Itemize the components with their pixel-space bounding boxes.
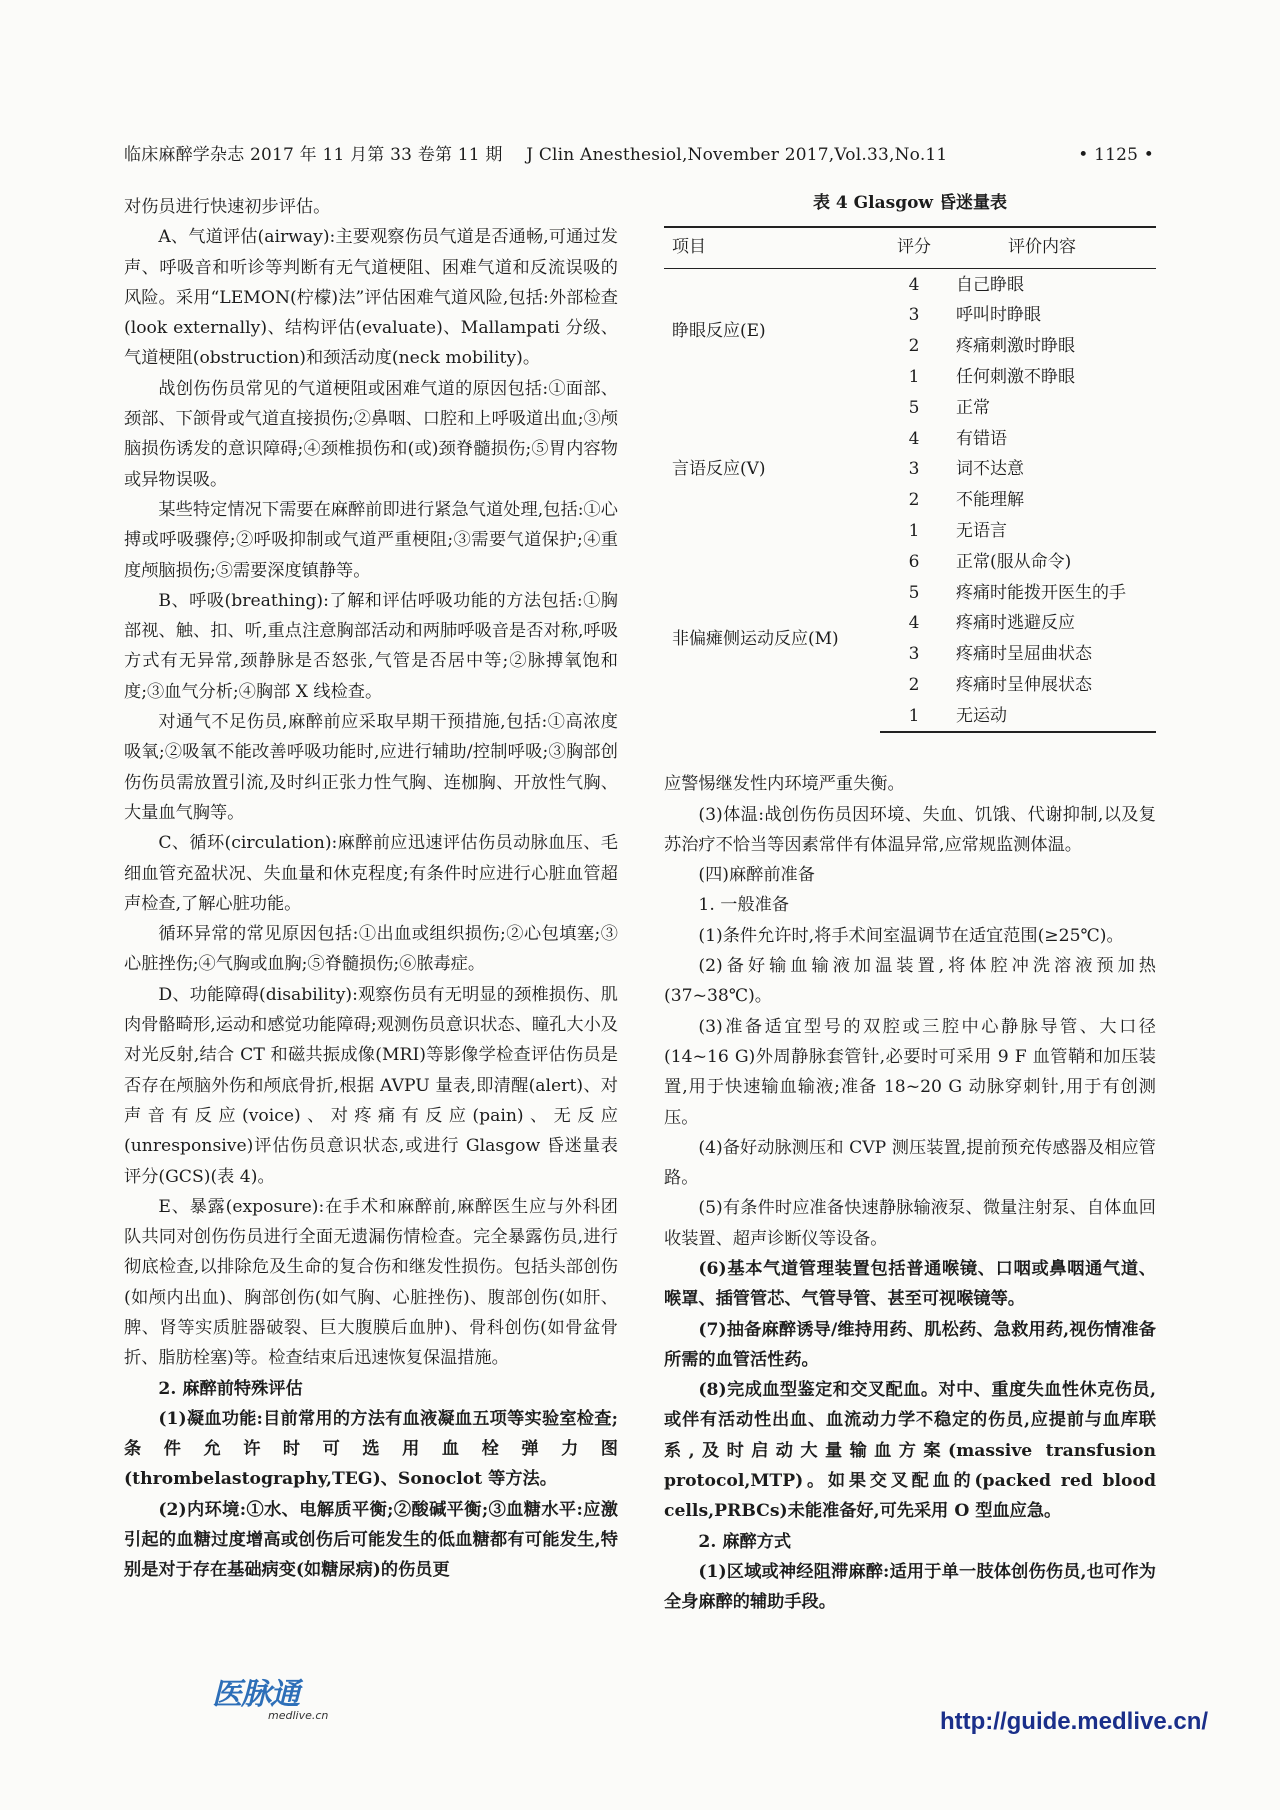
table-category-cell: 言语反应(V) [672, 459, 766, 480]
paragraph: (8)完成血型鉴定和交叉配血。对中、重度失血性休克伤员,或伴有活动性出血、血流动力学不稳定的伤员,应提前与血库联系,及时启动大量输血方案(massive transfusion protocol,MTP)。如果交叉配血的(packed red blood cells,PRBCs)未能准备好,可先采用 O 型血应急。 [664, 1380, 1156, 1522]
paragraph: (1)区域或神经阻滞麻醉:适用于单一肢体创伤伤员,也可作为全身麻醉的辅助手段。 [664, 1561, 1156, 1613]
table-score-cell: 4 [908, 613, 920, 634]
table-description-cell: 任何刺激不睁眼 [956, 366, 1075, 387]
header-evaluation: 评价内容 [948, 227, 1156, 269]
paragraph-disability: D、功能障碍(disability):观察伤员有无明显的颈椎损伤、肌肉骨骼畸形,运动和感觉功能障碍;观测伤员意识状态、瞳孔大小及对光反射,结合 CT 和磁共振成像(MRI)等影像学检查评估伤员是否存在颅脑外伤和颅底骨折,根据 AVPU 量表,即清醒(alert)、对声音有反应(voice)、对疼痛有反应(pain)、无反应(unresponsive)评估伤员意识状态,或进行 Glasgow 昏迷量表评分(GCS)(表 4)。 [124, 984, 618, 1187]
table-description-cell: 正常 [956, 397, 990, 418]
table-caption: 表 4 Glasgow 昏迷量表 [812, 193, 1007, 213]
table-score-cell: 5 [908, 582, 920, 603]
paragraph: 对通气不足伤员,麻醉前应采取早期干预措施,包括:①高浓度吸氧;②吸氧不能改善呼吸功能时,应进行辅助/控制呼吸;③胸部创伤伤员需放置引流,及时纠正张力性气胸、连枷胸、开放性气胸、大量血气胸等。 [124, 712, 618, 823]
right-column [664, 192, 1156, 1618]
table-description-cell: 无语言 [956, 520, 1007, 541]
subsection-heading: 2. 麻醉方式 [698, 1531, 792, 1552]
table-score-cell: 4 [908, 274, 920, 295]
table-category-cell: 睁眼反应(E) [672, 320, 766, 341]
table-description-cell: 疼痛时呈屈曲状态 [956, 644, 1092, 665]
header-score: 评分 [880, 227, 948, 269]
table-score-cell: 1 [908, 366, 920, 387]
table-description-cell: 有错语 [956, 428, 1007, 449]
paragraph: (6)基本气道管理装置包括普通喉镜、口咽或鼻咽通气道、喉罩、插管管芯、气管导管、甚至可视喉镜等。 [664, 1259, 1156, 1310]
logo-text: 医脉通 [212, 1677, 299, 1712]
paragraph: (2)备好输血输液加温装置,将体腔冲洗溶液预加热(37~38℃)。 [664, 956, 1156, 1007]
table-description-cell: 疼痛刺激时睁眼 [956, 336, 1075, 357]
table-description-cell: 不能理解 [956, 490, 1024, 511]
paragraph: (1)条件允许时,将手术间室温调节在适宜范围(≥25℃)。 [698, 925, 1124, 946]
paragraph: (3)准备适宜型号的双腔或三腔中心静脉导管、大口径(14~16 G)外周静脉套管针,必要时可采用 9 F 血管鞘和加压装置,用于快速输血输液;准备 18~20 G 动脉穿刺针,用于有创测压。 [664, 1016, 1156, 1128]
running-header [124, 140, 1154, 165]
table-row [664, 269, 1156, 300]
paragraph-airway: A、气道评估(airway):主要观察伤员气道是否通畅,可通过发声、呼吸音和听诊等判断有无气道梗阻、困难气道和反流误吸的风险。采用“LEMON(柠檬)法”评估困难气道风险,包括:外部检查(look externally)、结构评估(evaluate)、Mallampati 分级、气道梗阻(obstruction)和颈活动度(neck mobility)。 [124, 227, 618, 369]
table-score-cell: 2 [908, 490, 920, 511]
table-description-cell: 无运动 [948, 700, 1156, 732]
table-body [664, 269, 1156, 732]
table-description-cell: 疼痛时能拨开医生的手 [956, 582, 1126, 603]
table-category-cell: 非偏瘫侧运动反应(M) [672, 629, 839, 650]
paragraph: 战创伤伤员常见的气道梗阻或困难气道的原因包括:①面部、颈部、下颌骨或气道直接损伤;②鼻咽、口腔和上呼吸道出血;③颅脑损伤诱发的意识障碍;④颈椎损伤和(或)颈脊髓损伤;⑤胃内容物或异物误吸。 [124, 378, 618, 490]
table-row [664, 546, 1156, 577]
table-score-cell: 4 [908, 428, 920, 449]
table-score-cell: 3 [908, 305, 920, 326]
table-description-cell: 呼叫时睁眼 [956, 305, 1041, 326]
paragraph: (2)内环境:①水、电解质平衡;②酸碱平衡;③血糖水平:应激引起的血糖过度增高或创伤后可能发生的低血糖都有可能发生,特别是对于存在基础病变(如糖尿病)的伤员更 [124, 1499, 618, 1581]
table-score-cell: 2 [908, 336, 920, 357]
journal-en: J Clin Anesthesiol,November 2017,Vol.33,No.11 [526, 145, 948, 165]
page-number: • 1125 • [1078, 145, 1154, 165]
table-score-cell: 1 [880, 700, 948, 732]
watermark-url[interactable]: http://guide.medlive.cn/ [940, 1708, 1209, 1735]
table-score-cell: 3 [908, 644, 920, 665]
table-score-cell: 1 [908, 520, 920, 541]
paragraph: 应警惕继发性内环境严重失衡。 [664, 774, 905, 795]
table-description-cell: 疼痛时呈伸展状态 [956, 674, 1092, 695]
paragraph: (5)有条件时应准备快速静脉输液泵、微量注射泵、自体血回收装置、超声诊断仪等设备。 [664, 1198, 1156, 1249]
paragraph-circulation: C、循环(circulation):麻醉前应迅速评估伤员动脉血压、毛细血管充盈状况、失血量和休克程度;有条件时应进行心脏血管超声检查,了解心脏功能。 [124, 833, 618, 914]
table-description-cell: 疼痛时逃避反应 [956, 613, 1075, 634]
journal-info [124, 140, 965, 165]
table-header-row [664, 227, 1156, 269]
paragraph-temperature: (3)体温:战创伤伤员因环境、失血、饥饿、代谢抑制,以及复苏治疗不恰当等因素常伴有体温异常,应常规监测体温。 [664, 804, 1156, 855]
journal-cn: 临床麻醉学杂志 2017 年 11 月第 33 卷第 11 期 [124, 145, 503, 165]
paragraph: (7)抽备麻醉诱导/维持用药、肌松药、急救用药,视伤情准备所需的血管活性药。 [664, 1319, 1156, 1370]
table-score-cell: 3 [908, 459, 920, 480]
logo-subtext: medlive.cn [268, 1709, 329, 1722]
paragraph: (1)凝血功能:目前常用的方法有血液凝血五项等实验室检查;条件允许时可选用血栓弹力图(thrombelastography,TEG)、Sonoclot 等方法。 [124, 1408, 618, 1490]
table-description-cell: 正常(服从命令) [956, 551, 1072, 572]
table-score-cell: 6 [908, 551, 920, 572]
glasgow-coma-table [664, 226, 1156, 733]
medlive-logo [212, 1677, 342, 1726]
paragraph: 对伤员进行快速初步评估。 [124, 197, 331, 217]
paragraph: 某些特定情况下需要在麻醉前即进行紧急气道处理,包括:①心搏或呼吸骤停;②呼吸抑制或气道严重梗阻;③需要气道保护;④重度颅脑损伤;⑤需要深度镇静等。 [124, 499, 618, 581]
paragraph: 循环异常的常见原因包括:①出血或组织损伤;②心包填塞;③心脏挫伤;④气胸或血胸;⑤脊髓损伤;⑥脓毒症。 [124, 924, 618, 975]
section-heading: 2. 麻醉前特殊评估 [158, 1378, 303, 1399]
paragraph-exposure: E、暴露(exposure):在手术和麻醉前,麻醉医生应与外科团队共同对创伤伤员进行全面无遗漏伤情检查。完全暴露伤员,进行彻底检查,以排除危及生命的复合伤和继发性损伤。包括头部创伤(如颅内出血)、胸部创伤(如气胸、心脏挫伤)、腹部创伤(如肝、脾、肾等实质脏器破裂、巨大腹膜后血肿)、骨科创伤(如骨盆骨折、脂肪栓塞)等。检查结束后迅速恢复保温措施。 [124, 1196, 618, 1369]
table-description-cell: 自己睁眼 [956, 274, 1024, 295]
table-score-cell: 5 [908, 397, 920, 418]
paragraph: (4)备好动脉测压和 CVP 测压装置,提前预充传感器及相应管路。 [664, 1137, 1156, 1189]
table-description-cell: 词不达意 [956, 459, 1024, 480]
table-row [664, 392, 1156, 423]
section-heading: (四)麻醉前准备 [698, 865, 815, 886]
subsection-heading: 1. 一般准备 [698, 895, 790, 916]
header-item: 项目 [664, 227, 880, 269]
table-score-cell: 2 [908, 674, 920, 695]
left-column [124, 192, 618, 1586]
paragraph-breathing: B、呼吸(breathing):了解和评估呼吸功能的方法包括:①胸部视、触、扣、听,重点注意胸部活动和两肺呼吸音是否对称,呼吸方式有无异常,颈静脉是否怒张,气管是否居中等;②脉搏氧饱和度;③血气分析;④胸部 X 线检查。 [124, 590, 618, 702]
